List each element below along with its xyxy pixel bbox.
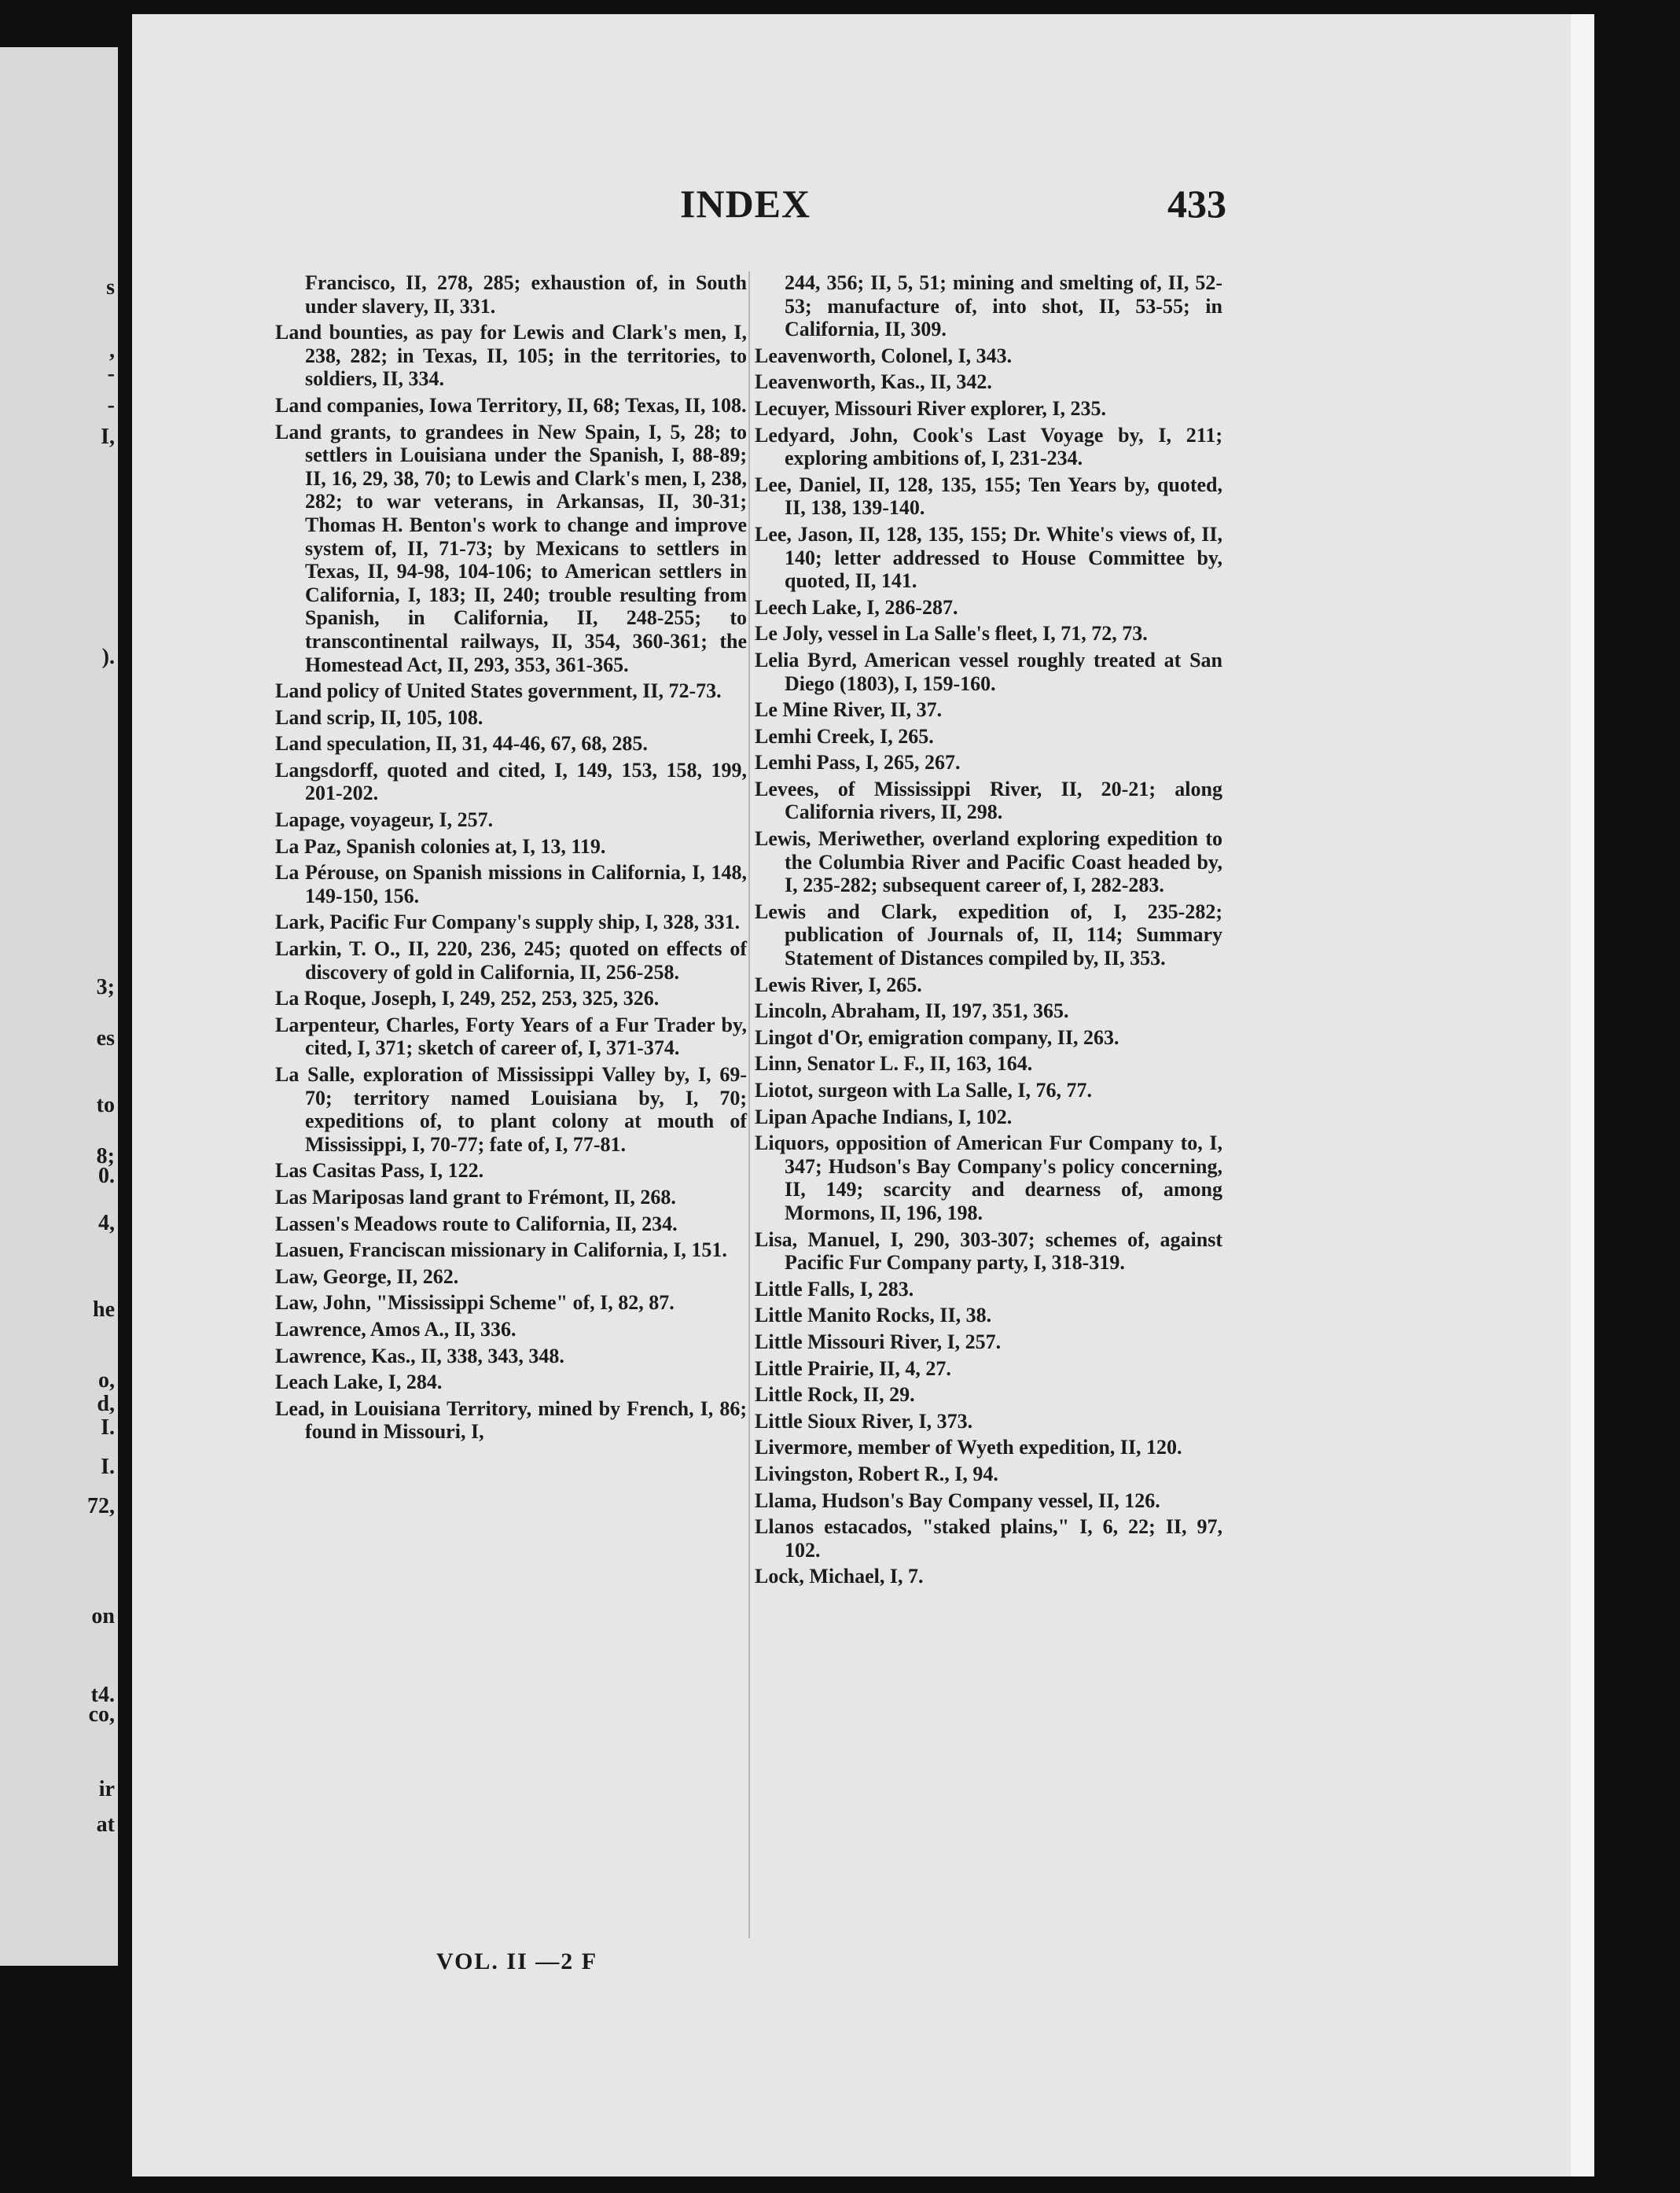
margin-fragment: t4.	[90, 1683, 115, 1707]
index-entry: Land policy of United States government, II, 72-73.	[275, 679, 722, 703]
margin-fragment: s	[106, 275, 115, 300]
index-entry: Lisa, Manuel, I, 290, 303-307; schemes of, against Pacific Fur Company party, I, 318-319.	[755, 1227, 1222, 1275]
margin-fragment: es	[96, 1026, 115, 1051]
margin-fragment: I.	[101, 1415, 115, 1440]
index-entry: Lewis, Meriwether, overland exploring expedition to the Columbia River and Pacific Coast headed by, I, 235-282; subsequent career of, I, 282-283.	[755, 827, 1222, 897]
index-entry: Liotot, surgeon with La Salle, I, 76, 77.	[755, 1079, 1093, 1102]
margin-fragment: -	[107, 393, 115, 418]
index-entry: Little Rock, II, 29.	[755, 1383, 915, 1407]
index-entry: La Paz, Spanish colonies at, I, 13, 119.	[275, 834, 606, 858]
page-header	[138, 181, 1226, 236]
index-entry: Levees, of Mississippi River, II, 20-21; along California rivers, II, 298.	[755, 777, 1222, 824]
index-entry: Lewis and Clark, expedition of, I, 235-282; publication of Journals of, II, 114; Summary Statement of Distances compiled by, II, 353.	[755, 900, 1222, 970]
index-entry: Lingot d'Or, emigration company, II, 263.	[755, 1025, 1119, 1049]
index-entry: Lincoln, Abraham, II, 197, 351, 365.	[755, 999, 1069, 1023]
index-entry: Land speculation, II, 31, 44-46, 67, 68, 285.	[275, 732, 648, 756]
index-entry: Leavenworth, Colonel, I, 343.	[755, 344, 1013, 367]
margin-fragment: ir	[98, 1777, 115, 1801]
margin-fragment: 0.	[98, 1164, 115, 1188]
index-entry: Lee, Daniel, II, 128, 135, 155; Ten Years by, quoted, II, 138, 139-140.	[755, 473, 1222, 520]
index-entry: Lawrence, Amos A., II, 336.	[275, 1317, 516, 1341]
margin-fragment: -	[107, 362, 115, 386]
margin-fragment: ,	[109, 338, 115, 362]
index-entry: Livingston, Robert R., I, 94.	[755, 1462, 998, 1485]
index-entry: Lassen's Meadows route to California, II, 234.	[275, 1212, 678, 1235]
index-entry: Lemhi Creek, I, 265.	[755, 724, 934, 748]
index-entry: Law, George, II, 262.	[275, 1264, 459, 1288]
index-entry: Lee, Jason, II, 128, 135, 155; Dr. White's views of, II, 140; letter addressed to House Committee by, quoted, II, 141.	[755, 522, 1222, 593]
index-entry: Lock, Michael, I, 7.	[755, 1565, 924, 1588]
index-entry: Land grants, to grandees in New Spain, I, 5, 28; to settlers in Louisiana under the Spanish, I, 88-89; II, 16, 29, 38, 70; to Lewis and Clark's men, I, 238, 282; to war veterans, in Arkansas, II, 30-31; Thomas H. Benton's work to change and improve system of, II, 71-73; by Mexicans to settlers in Texas, II, 94-98, 104-106; to American settlers in California, I, 183; II, 240; trouble resulting from Spanish, in California, II, 248-255; to transcontinental railways, II, 354, 360-361; the Homestead Act, II, 293, 353, 361-365.	[275, 420, 747, 676]
index-entry: La Salle, exploration of Mississippi Valley by, I, 69-70; territory named Louisiana by, I, 70; expeditions of, to plant colony at mouth of Mississippi, I, 70-77; fate of, I, 77-81.	[275, 1063, 747, 1156]
index-entry: Lipan Apache Indians, I, 102.	[755, 1105, 1013, 1128]
index-entry: Lark, Pacific Fur Company's supply ship, I, 328, 331.	[275, 911, 741, 934]
margin-fragment: d,	[97, 1392, 115, 1416]
index-entry: Leach Lake, I, 284.	[275, 1371, 443, 1394]
index-entry: Lecuyer, Missouri River explorer, I, 235.	[755, 396, 1107, 420]
index-entry: Law, John, "Mississippi Scheme" of, I, 82, 87.	[275, 1291, 675, 1315]
index-entry: Leech Lake, I, 286-287.	[755, 595, 958, 619]
index-entry: La Pérouse, on Spanish missions in California, I, 148, 149-150, 156.	[275, 861, 747, 907]
index-entry: Llanos estacados, "staked plains," I, 6, 22; II, 97, 102.	[755, 1515, 1222, 1562]
index-entry: Little Missouri River, I, 257.	[755, 1330, 1002, 1353]
margin-fragment: to	[96, 1093, 115, 1117]
index-entry: Land bounties, as pay for Lewis and Clark's men, I, 238, 282; in Texas, II, 105; in the territories, to soldiers, II, 334.	[275, 321, 747, 391]
index-entry: Liquors, opposition of American Fur Company to, I, 347; Hudson's Bay Company's policy concerning, II, 149; scarcity and dearness of, among Mormons, II, 196, 198.	[755, 1131, 1222, 1224]
margin-fragment: co,	[88, 1702, 115, 1727]
index-entry: 244, 356; II, 5, 51; mining and smelting of, II, 52-53; manufacture of, into shot, II, 53-55; in California, II, 309.	[785, 271, 1222, 341]
index-entry: Lemhi Pass, I, 265, 267.	[755, 751, 961, 775]
index-column-left	[275, 271, 747, 1447]
index-entry: Lewis River, I, 265.	[755, 973, 922, 996]
index-entry: Land companies, Iowa Territory, II, 68; Texas, II, 108.	[275, 393, 747, 417]
index-entry: Lawrence, Kas., II, 338, 343, 348.	[275, 1344, 564, 1367]
margin-fragment: he	[93, 1297, 115, 1322]
margin-fragment: on	[91, 1604, 115, 1628]
margin-fragment: I.	[101, 1455, 115, 1479]
index-entry: Le Joly, vessel in La Salle's fleet, I, 71, 72, 73.	[755, 622, 1148, 646]
index-entry: Livermore, member of Wyeth expedition, II, 120.	[755, 1436, 1182, 1459]
index-entry: Llama, Hudson's Bay Company vessel, II, 126.	[755, 1488, 1160, 1512]
index-entry: Las Casitas Pass, I, 122.	[275, 1159, 484, 1183]
page-edge	[1571, 14, 1594, 2176]
margin-fragment: 4,	[98, 1211, 115, 1235]
index-entry: Linn, Senator L. F., II, 163, 164.	[755, 1052, 1033, 1076]
index-entry: Leavenworth, Kas., II, 342.	[755, 370, 992, 394]
index-entry: Lapage, voyageur, I, 257.	[275, 808, 494, 832]
index-entry: Lelia Byrd, American vessel roughly treated at San Diego (1803), I, 159-160.	[755, 648, 1222, 695]
margin-fragment: ).	[101, 645, 115, 669]
margin-fragment: 72,	[87, 1494, 115, 1518]
margin-fragment: 3;	[96, 975, 115, 999]
index-entry: Las Mariposas land grant to Frémont, II, 268.	[275, 1185, 676, 1209]
column-divider	[748, 271, 750, 1938]
index-entry: Langsdorff, quoted and cited, I, 149, 153, 158, 199, 201-202.	[275, 758, 747, 805]
index-entry: La Roque, Joseph, I, 249, 252, 253, 325, 326.	[275, 987, 660, 1010]
index-entry: Little Sioux River, I, 373.	[755, 1409, 973, 1433]
index-entry: Lasuen, Franciscan missionary in California, I, 151.	[275, 1238, 727, 1262]
margin-fragment: I,	[101, 425, 115, 449]
index-entry: Larpenteur, Charles, Forty Years of a Fur Trader by, cited, I, 371; sketch of career of, I, 371-374.	[275, 1013, 747, 1060]
index-entry: Land scrip, II, 105, 108.	[275, 705, 483, 729]
page-number: 433	[1167, 182, 1226, 226]
margin-fragment: 8;	[96, 1144, 115, 1168]
page-title: INDEX	[680, 182, 811, 226]
index-entry: Little Prairie, II, 4, 27.	[755, 1356, 951, 1380]
signature-mark: VOL. II —2 F	[436, 1948, 598, 1974]
margin-fragment: at	[96, 1812, 115, 1837]
adjacent-page-fragment	[0, 47, 118, 1966]
index-entry: Le Mine River, II, 37.	[755, 698, 943, 722]
index-entry: Little Falls, I, 283.	[755, 1277, 914, 1301]
index-entry: Francisco, II, 278, 285; exhaustion of, in South under slavery, II, 331.	[305, 271, 747, 318]
margin-fragment: o,	[98, 1368, 115, 1393]
index-entry: Lead, in Louisiana Territory, mined by French, I, 86; found in Missouri, I,	[275, 1396, 747, 1444]
index-entry: Little Manito Rocks, II, 38.	[755, 1304, 992, 1327]
index-column-right	[755, 271, 1222, 1591]
index-entry: Ledyard, John, Cook's Last Voyage by, I, 211; exploring ambitions of, I, 231-234.	[755, 423, 1222, 470]
index-entry: Larkin, T. O., II, 220, 236, 245; quoted on effects of discovery of gold in California, II, 256-258.	[275, 937, 747, 984]
